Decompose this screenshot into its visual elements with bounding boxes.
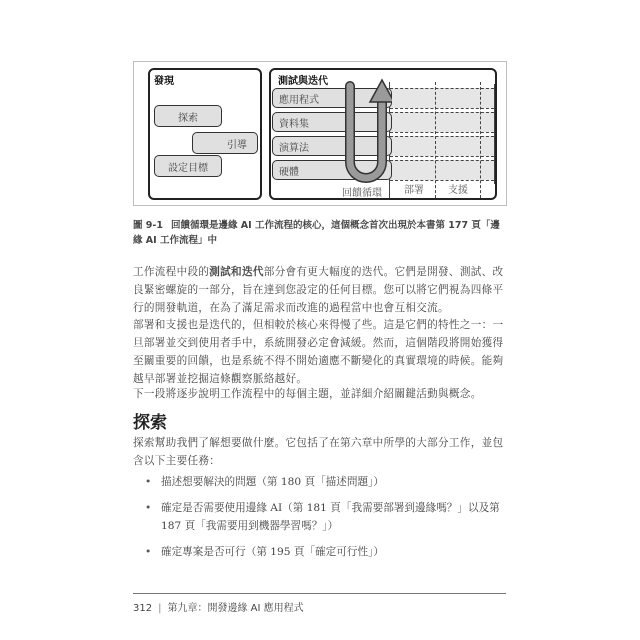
feedback-loop-arrow-icon xyxy=(340,74,392,194)
stage-divider xyxy=(494,84,495,184)
stage-divider xyxy=(435,82,436,198)
page-number: 312 xyxy=(133,603,153,614)
paragraph-1-lead: 工作流程中段的 xyxy=(133,266,210,278)
grid-line xyxy=(390,88,494,89)
discover-item-set-goals: 設定目標 xyxy=(154,155,222,177)
test-iterate-title: 測試與迭代 xyxy=(278,76,328,87)
footer-separator: | xyxy=(158,603,162,614)
footer-rule xyxy=(133,593,506,594)
track-extension-hardware xyxy=(390,160,494,180)
track-extension-dataset xyxy=(390,112,494,132)
track-application: 應用程式 xyxy=(272,88,392,108)
track-hardware: 硬體 xyxy=(272,160,392,180)
figure-number: 圖 9-1 xyxy=(133,220,163,231)
chapter-title: 第九章：開發邊緣 AI 應用程式 xyxy=(167,603,304,614)
stage-divider xyxy=(480,82,481,198)
paragraph-1-rest: 部分會有更大幅度的迭代。它們是開發、測試、改良緊密螺旋的一部分，旨在達到您設定的任何目標。您可以將它們視為四條平行的開發軌道，在為了滿足需求而改進的過程當中也會互相交流。 xyxy=(133,266,504,314)
paragraph-3: 下一段將逐步說明工作流程中的每個主題，並詳細介紹關鍵活動與概念。 xyxy=(133,388,482,400)
track-extension-algorithm xyxy=(390,136,494,156)
task-bullet-list xyxy=(133,473,509,569)
feedback-loop-label: 回饋循環 xyxy=(342,188,382,199)
grid-line xyxy=(390,160,494,161)
figure-caption-text: 回饋循環是邊緣 AI 工作流程的核心，這個概念首次出現於本書第 177 頁「邊緣 AI 工作流程」中 xyxy=(133,220,500,246)
discover-item-guide: 引導 xyxy=(192,132,258,154)
paragraph-2: 部署和支援也是迭代的，但相較於核心來得慢了些。這是它們的特性之一：一旦部署並交到使用者手中，系統開發必定會減緩。然而，這個階段將開始獲得至關重要的回饋，也是系統不得不開始適應不斷變化的真實環境的時候。能夠越早部署並挖掘這條觀察脈絡越好。 xyxy=(133,319,504,385)
emphasis-test-iterate: 測試和迭代 xyxy=(209,266,264,278)
discover-item-explore: 探索 xyxy=(154,105,222,127)
bullet-item: • 描述想要解決的問題（第 180 頁「描述問題」） xyxy=(133,473,509,491)
track-algorithm: 演算法 xyxy=(272,136,392,156)
grid-line xyxy=(390,108,494,109)
bullet-item: • 確定是否需要使用邊緣 AI（第 181 頁「我需要部署到邊緣嗎？」以及第 187 頁「我需要用到機器學習嗎？」） xyxy=(133,499,509,535)
discover-title: 發現 xyxy=(154,76,174,87)
bullet-item: • 確定專案是否可行（第 195 頁「確定可行性」） xyxy=(133,543,509,561)
stage-label-deploy: 部署 xyxy=(404,185,424,196)
figure-caption xyxy=(133,218,509,248)
grid-line xyxy=(390,132,494,133)
grid-line xyxy=(390,156,494,157)
paragraph-1 xyxy=(133,263,509,317)
section-heading-explore: 探索 xyxy=(133,413,167,433)
track-dataset: 資料集 xyxy=(272,112,392,132)
page-footer xyxy=(133,599,304,614)
paragraph-4: 探索幫助我們了解想要做什麼。它包括了在第六章中所學的大部分工作，並包含以下主要任務： xyxy=(133,437,504,467)
track-extension-app xyxy=(390,88,494,108)
grid-line xyxy=(390,112,494,113)
stage-label-support: 支援 xyxy=(448,185,468,196)
grid-line xyxy=(390,136,494,137)
